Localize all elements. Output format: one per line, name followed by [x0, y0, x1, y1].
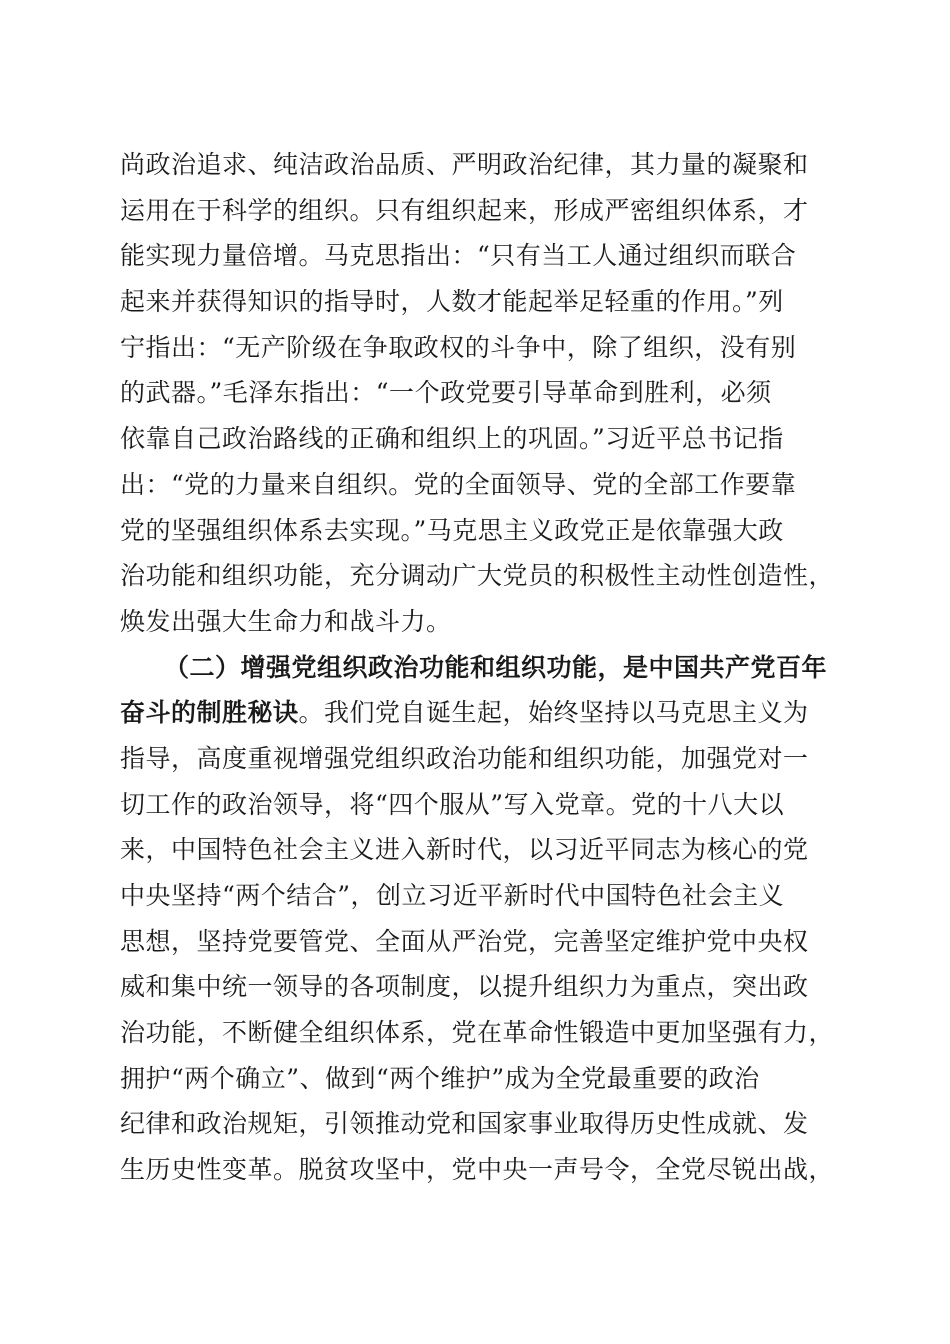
text-line: 思想，坚持党要管党、全面从严治党，完善坚定维护党中央权: [120, 926, 809, 956]
text-line: 拥护“两个确立”、做到“两个维护”成为全党最重要的政治: [120, 1063, 760, 1093]
text-segment: 。我们党自诞生起，始终坚持以马克思主义为: [298, 698, 809, 728]
text-line: 中央坚持“两个结合”，创立习近平新时代中国特色社会主义: [120, 881, 785, 910]
text-line: [120, 690, 840, 736]
text-line: 治功能，不断健全组织体系，党在革命性锻造中更加坚强有力，: [120, 1018, 835, 1048]
text-line: 切工作的政治领导，将“四个服从”写入党章。党的十八大以: [120, 789, 785, 819]
text-line: 宁指出：“无产阶级在争取政权的斗争中，除了组织，没有别: [120, 332, 797, 362]
text-line: 的武器。”毛泽东指出：“一个政党要引导革命到胜利，必须: [120, 378, 772, 408]
text-line: 出：“党的力量来自组织。党的全面领导、党的全部工作要靠: [120, 469, 797, 499]
text-line: 治功能和组织功能，充分调动广大党员的积极性主动性创造性，: [120, 561, 835, 591]
text-line: 运用在于科学的组织。只有组织起来，形成严密组织体系，才: [120, 195, 809, 225]
text-line: 焕发出强大生命力和战斗力。: [120, 606, 452, 636]
text-line: 尚政治追求、纯洁政治品质、严明政治纪律，其力量的凝聚和: [120, 150, 809, 179]
text-line: 威和集中统一领导的各项制度，以提升组织力为重点，突出政: [120, 972, 809, 1002]
section-heading-continued: 奋斗的制胜秘诀: [120, 698, 299, 728]
text-line: 纪律和政治规矩，引领推动党和国家事业取得历史性成就、发: [120, 1109, 809, 1139]
section-heading: （二）增强党组织政治功能和组织功能，是中国共产党百年: [164, 652, 828, 682]
text-line: 党的坚强组织体系去实现。”马克思主义政党正是依靠强大政: [120, 515, 784, 545]
body-text: [120, 142, 840, 1193]
text-line: 指导，高度重视增强党组织政治功能和组织功能，加强党对一: [120, 743, 809, 773]
text-line: 能实现力量倍增。马克思指出：“只有当工人通过组织而联合: [120, 241, 797, 271]
text-line: 生历史性变革。脱贫攻坚中，党中央一声号令，全党尽锐出战，: [120, 1155, 835, 1185]
text-line: 来，中国特色社会主义进入新时代，以习近平同志为核心的党: [120, 835, 809, 865]
text-line: 起来并获得知识的指导时，人数才能起举足轻重的作用。”列: [120, 287, 784, 317]
text-line: 依靠自己政治路线的正确和组织上的巩固。”习近平总书记指: [120, 424, 784, 454]
